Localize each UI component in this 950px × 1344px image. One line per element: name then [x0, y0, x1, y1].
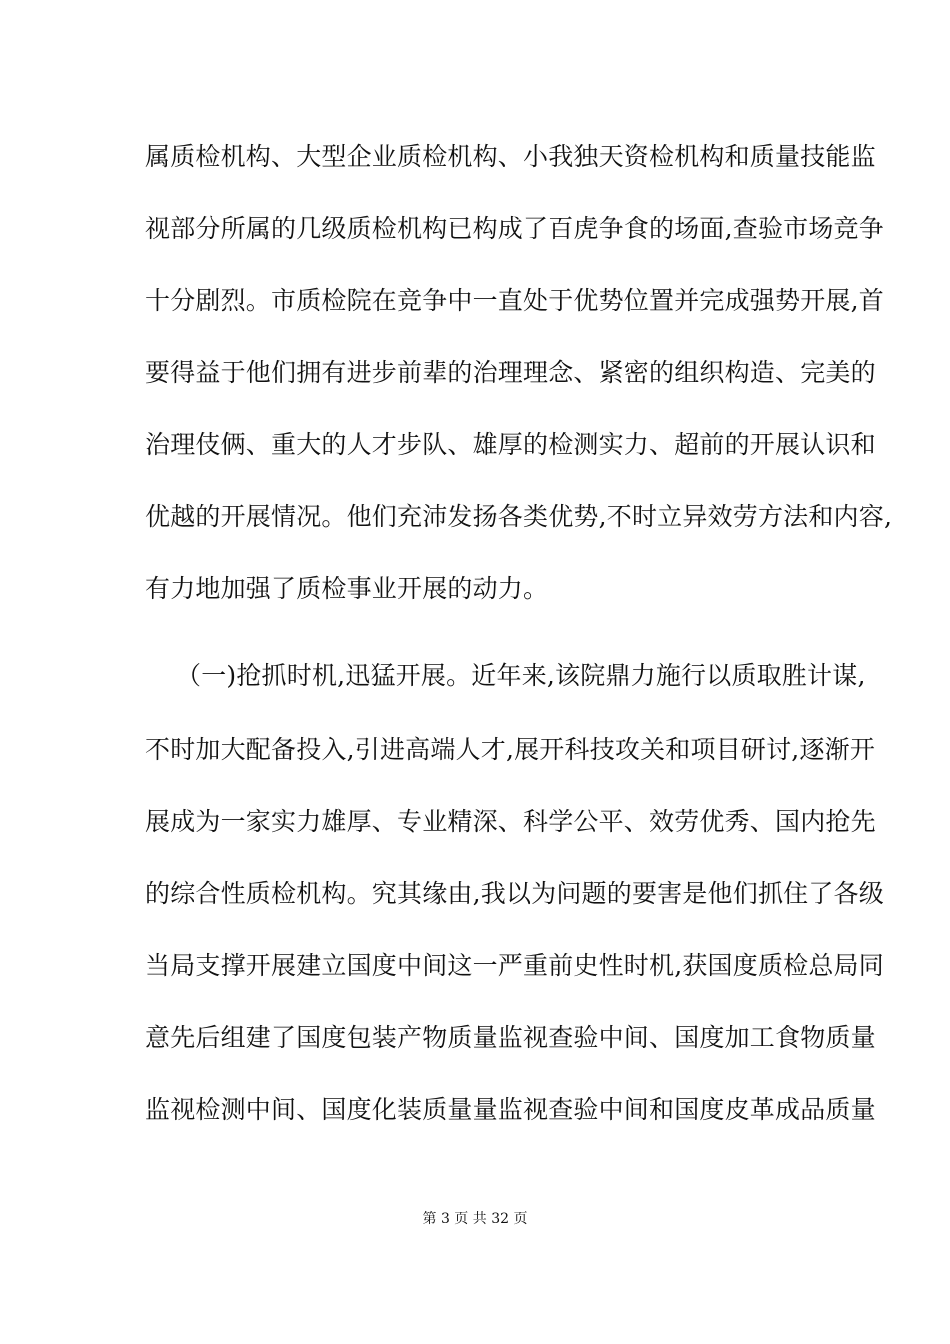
- body-line-2: 视部分所属的几级质检机构已构成了百虎争食的场面,查验市场竞争: [145, 214, 884, 243]
- body-line-1: 属质检机构、大型企业质检机构、小我独天资检机构和质量技能监: [145, 142, 876, 171]
- paragraph-heading-line: （一)抢抓时机,迅猛开展。近年来,该院鼎力施行以质取胜计谋,: [176, 661, 866, 690]
- body-line-9: 不时加大配备投入,引进高端人才,展开科技攻关和项目研讨,逐渐开: [145, 735, 876, 764]
- page-number-footer: 第 3 页 共 32 页: [422, 1211, 528, 1227]
- body-line-13: 意先后组建了国度包装产物质量监视查验中间、国度加工食物质量: [145, 1023, 876, 1052]
- body-line-7: 有力地加强了质检事业开展的动力。: [145, 574, 549, 603]
- body-line-3: 十分剧烈。市质检院在竞争中一直处于优势位置并完成强势开展,首: [145, 286, 884, 315]
- body-line-4: 要得益于他们拥有进步前辈的治理理念、紧密的组织构造、完美的: [145, 358, 876, 387]
- body-line-5: 治理伎俩、重大的人才步队、雄厚的检测实力、超前的开展认识和: [145, 430, 876, 459]
- body-line-11: 的综合性质检机构。究其缘由,我以为问题的要害是他们抓住了各级: [145, 879, 884, 908]
- body-line-14: 监视检测中间、国度化装质量量监视查验中间和国度皮革成品质量: [145, 1095, 876, 1124]
- body-line-12: 当局支撑开展建立国度中间这一严重前史性时机,获国度质检总局同: [145, 951, 884, 980]
- body-line-10: 展成为一家实力雄厚、专业精深、科学公平、效劳优秀、国内抢先: [145, 807, 876, 836]
- body-line-6: 优越的开展情况。他们充沛发扬各类优势,不时立异效劳方法和内容,: [145, 502, 893, 531]
